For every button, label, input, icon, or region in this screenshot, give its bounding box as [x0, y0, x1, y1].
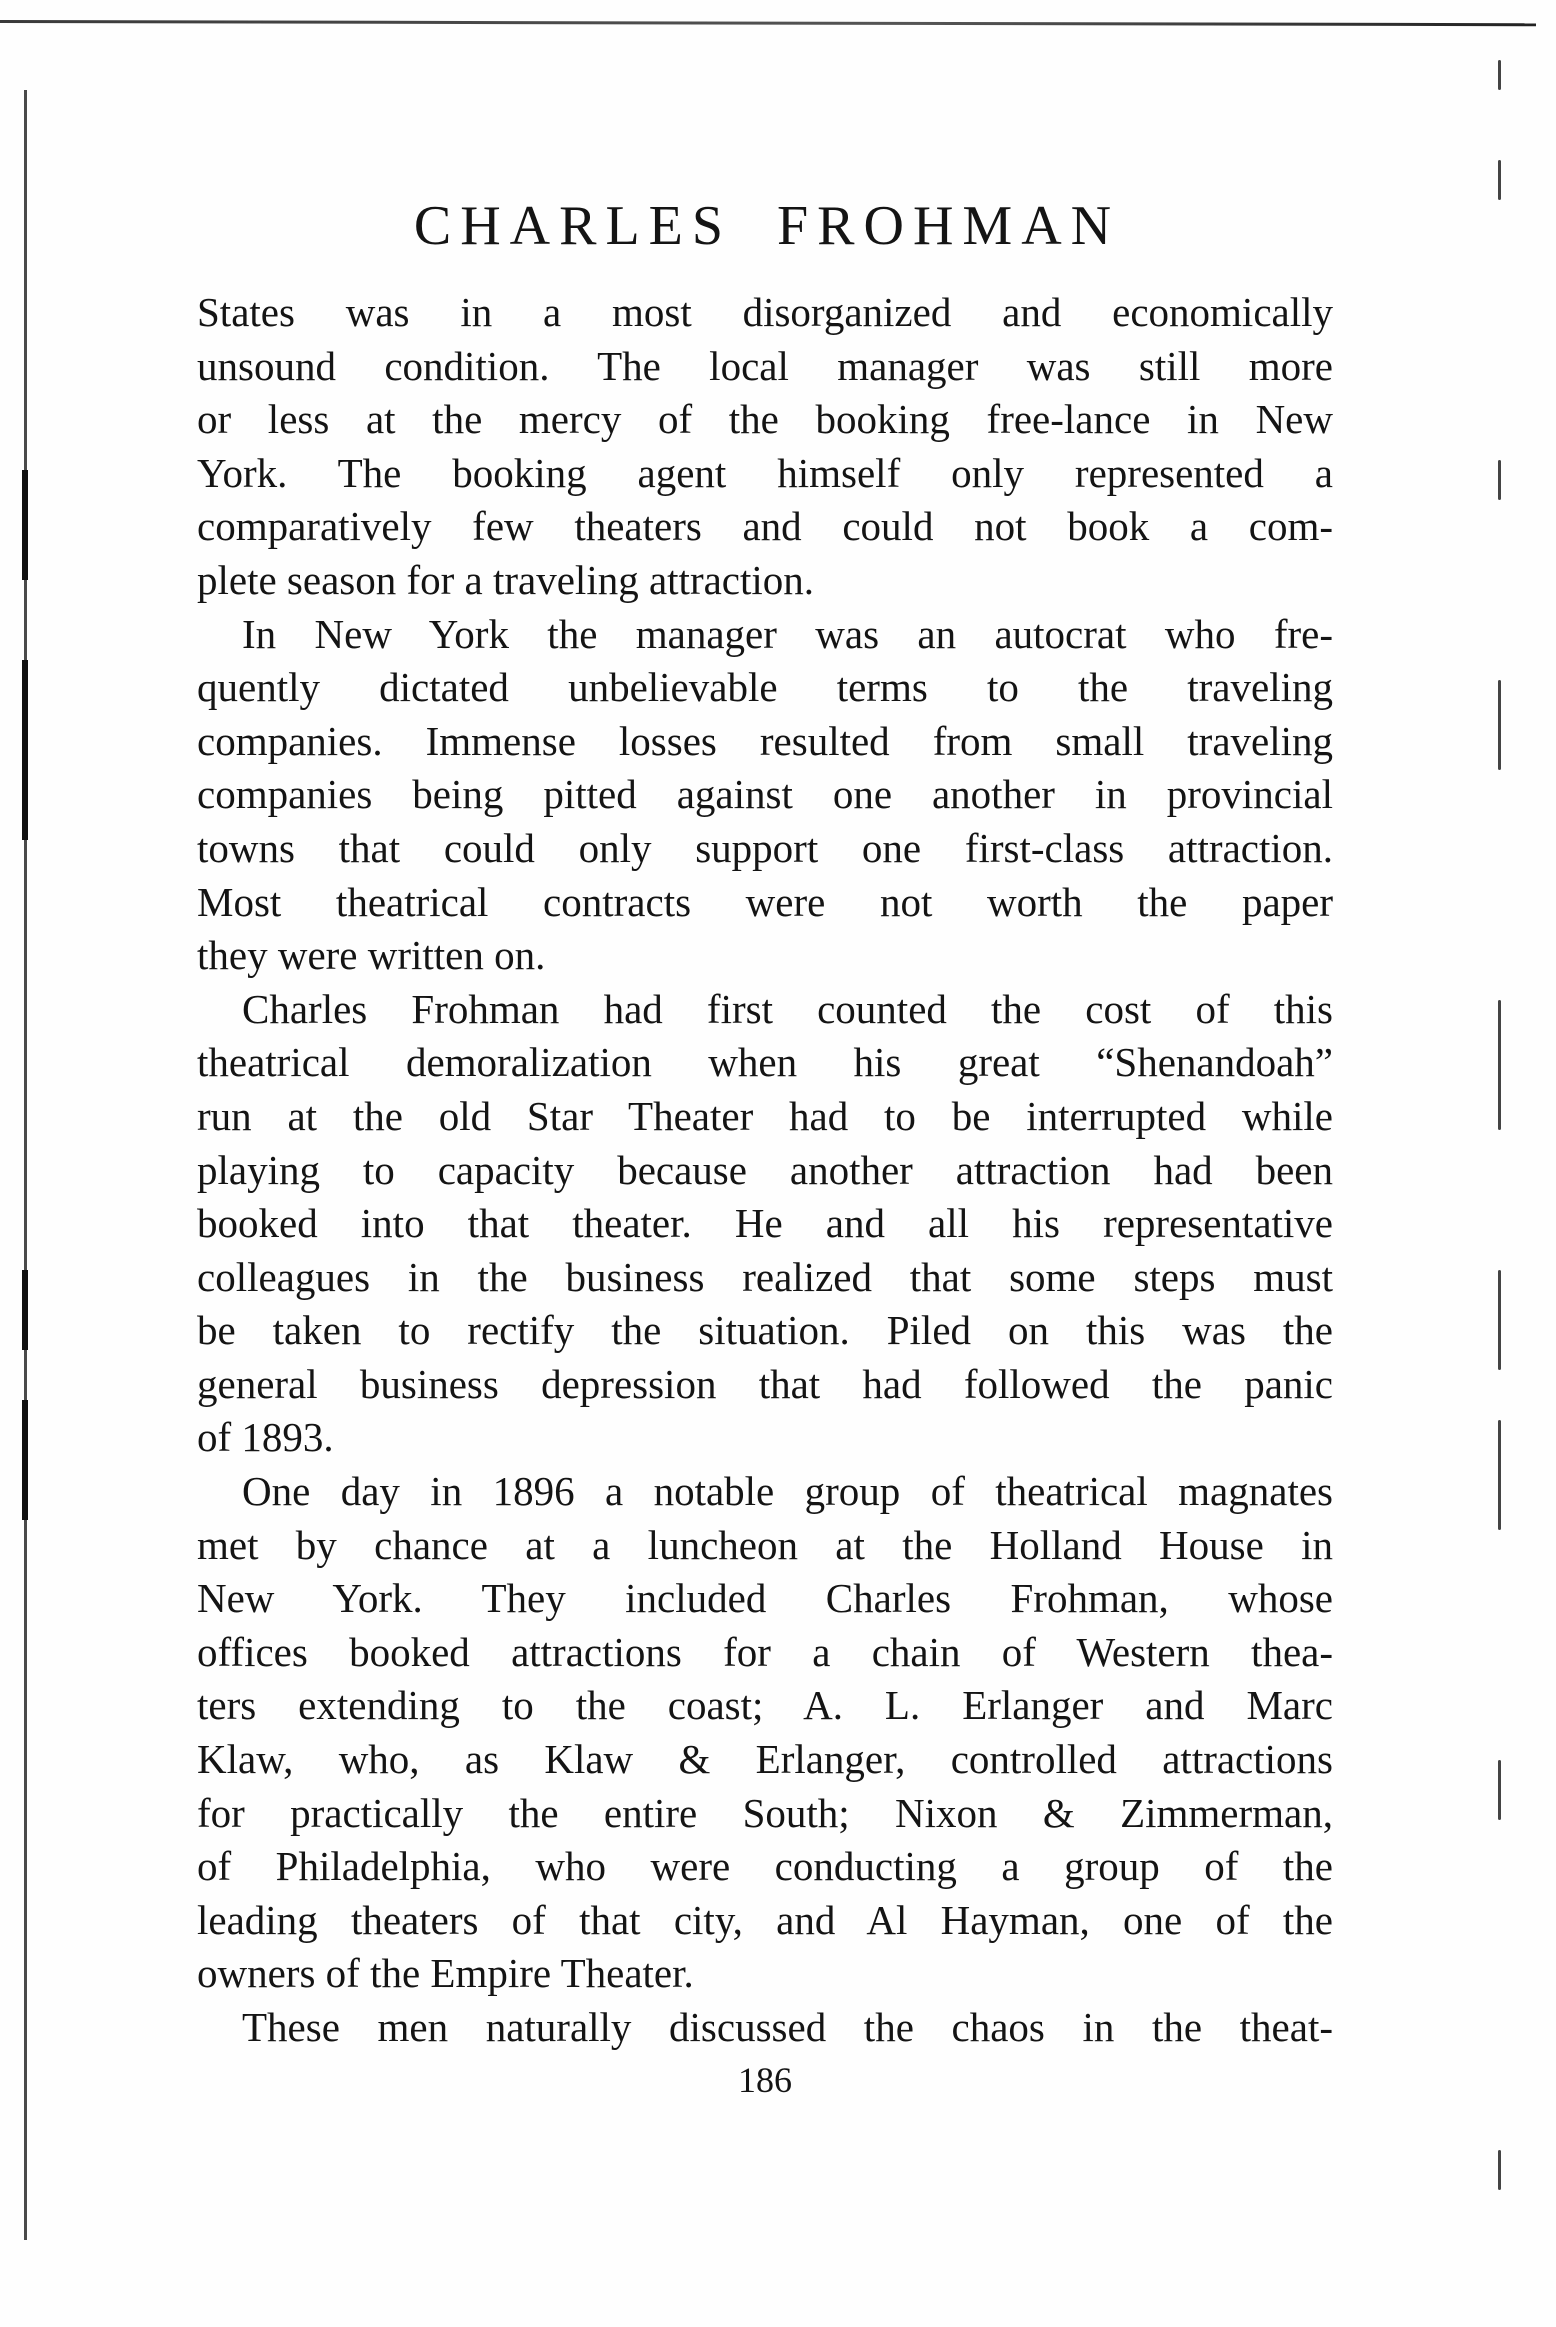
edge-mark	[1498, 460, 1501, 500]
edge-mark	[1498, 1270, 1501, 1370]
text-line: These men naturally discussed the chaos in the theat-	[242, 2004, 1333, 2050]
edge-mark	[1498, 1000, 1501, 1130]
text-line: companies being pitted against one another in provincial	[197, 771, 1333, 818]
text-line: or less at the mercy of the booking free-lance in New	[197, 396, 1333, 443]
text-line: of 1893.	[197, 1414, 334, 1461]
text-line: offices booked attractions for a chain of Western thea-	[197, 1628, 1333, 1675]
text-line: In New York the manager was an autocrat who fre-	[242, 610, 1333, 657]
text-line: run at the old Star Theater had to be interrupted while	[197, 1092, 1333, 1139]
text-line: be taken to rectify the situation. Piled on this was the	[197, 1307, 1333, 1354]
scan-left-edge-shadow	[22, 1270, 28, 1350]
text-line: colleagues in the business realized that some steps must	[197, 1253, 1333, 1300]
text-line: unsound condition. The local manager was still more	[197, 342, 1333, 389]
edge-mark	[1498, 1420, 1501, 1530]
text-line: ters extending to the coast; A. L. Erlanger and Marc	[197, 1682, 1333, 1729]
text-line: States was in a most disorganized and economically	[197, 289, 1333, 335]
text-line: York. The booking agent himself only represented a	[197, 449, 1333, 496]
text-line: for practically the entire South; Nixon & Zimmerman,	[197, 1789, 1333, 1836]
text-line: Most theatrical contracts were not worth the paper	[197, 878, 1333, 925]
text-line: comparatively few theaters and could not book a com-	[197, 503, 1333, 550]
text-line: companies. Immense losses resulted from small traveling	[197, 717, 1333, 764]
running-head: CHARLES FROHMAN	[413, 195, 1121, 257]
text-line: One day in 1896 a notable group of theatrical magnates	[242, 1468, 1333, 1515]
text-line: of Philadelphia, who were conducting a group of the	[197, 1843, 1333, 1890]
edge-mark	[1498, 1760, 1501, 1820]
scan-left-edge-shadow	[22, 660, 28, 840]
scan-left-edge-shadow	[22, 470, 28, 580]
scan-right-edge-marks	[1488, 40, 1518, 2320]
text-line: Charles Frohman had first counted the cost of this	[242, 985, 1333, 1032]
text-line: met by chance at a luncheon at the Holland House in	[197, 1521, 1333, 1568]
text-line: they were written on.	[197, 932, 546, 979]
edge-mark	[1498, 680, 1501, 770]
scan-top-edge	[0, 20, 1536, 26]
text-line: booked into that theater. He and all his representative	[197, 1200, 1333, 1247]
text-line: Klaw, who, as Klaw & Erlanger, controlled attractions	[197, 1736, 1333, 1783]
text-line: plete season for a traveling attraction.	[197, 556, 815, 603]
text-line: quently dictated unbelievable terms to the traveling	[197, 664, 1333, 711]
text-line: theatrical demoralization when his great “Shenandoah”	[197, 1039, 1333, 1086]
page-number: 186	[738, 2060, 792, 2100]
scan-left-edge	[24, 90, 27, 2240]
text-line: general business depression that had followed the panic	[197, 1360, 1333, 1407]
text-line: towns that could only support one first-class attraction.	[197, 824, 1333, 871]
text-line: leading theaters of that city, and Al Hayman, one of the	[197, 1896, 1333, 1943]
edge-mark	[1498, 160, 1501, 200]
text-line: owners of the Empire Theater.	[197, 1950, 694, 1997]
text-line: playing to capacity because another attraction had been	[197, 1146, 1333, 1193]
edge-mark	[1498, 60, 1501, 90]
body-text	[197, 286, 1333, 2055]
scan-left-edge-shadow	[22, 1400, 28, 1520]
edge-mark	[1498, 2150, 1501, 2190]
text-line: New York. They included Charles Frohman, whose	[197, 1575, 1333, 1622]
